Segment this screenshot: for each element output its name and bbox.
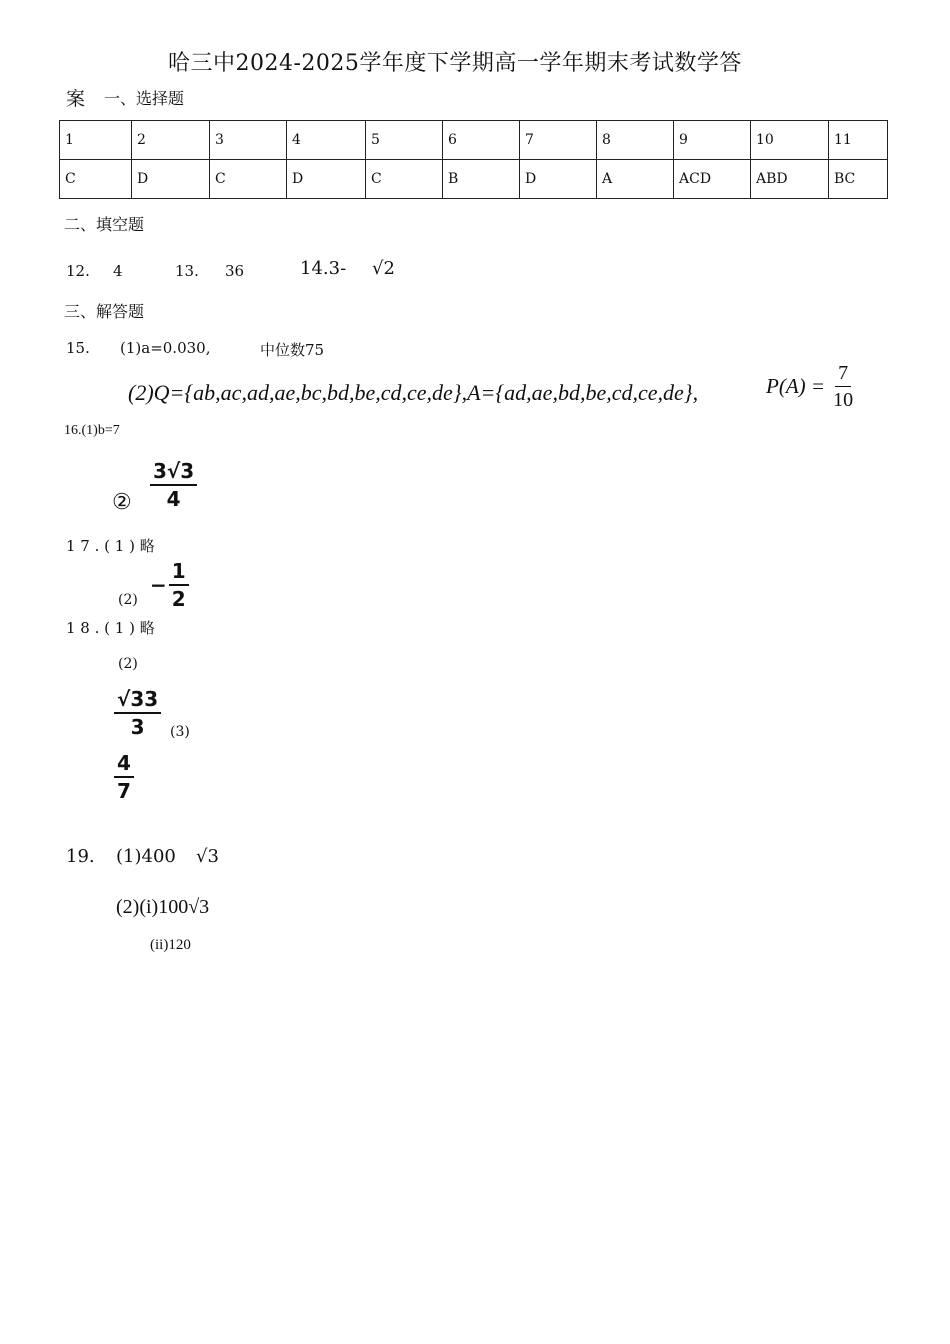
q13-number: 13. (175, 262, 199, 280)
q16-part2-fraction (150, 460, 197, 510)
probability-label: P(A) = (766, 374, 826, 398)
table-cell: B (443, 160, 520, 199)
q12-answer: 4 (113, 262, 123, 280)
q19-part2-ii: (ii)120 (150, 937, 191, 953)
table-cell: 10 (751, 121, 829, 160)
q18-part1: 1 8 . ( 1 ) 略 (66, 619, 155, 637)
section-solutions-heading: 三、解答题 (64, 302, 145, 321)
minus-sign: − (150, 573, 167, 597)
table-cell: 9 (674, 121, 751, 160)
q16-part2-label: ② (112, 490, 132, 515)
q18-part3-fraction (114, 752, 134, 802)
q12-number: 12. (66, 262, 90, 280)
multiple-choice-answer-table (59, 120, 888, 199)
table-header-row (60, 121, 888, 160)
fraction-denominator: 10 (833, 389, 854, 411)
table-cell: C (60, 160, 132, 199)
q19-part1-root: √3 (196, 846, 219, 867)
probability-fraction (833, 362, 853, 411)
q18-part2-fraction (114, 688, 161, 738)
table-cell: D (132, 160, 210, 199)
fraction-denominator: 7 (117, 779, 131, 803)
q14-root: √2 (372, 258, 395, 279)
fraction-numerator: √33 (114, 688, 161, 714)
q18-part3-label: (3) (170, 724, 190, 740)
q15-number: 15. (66, 339, 90, 357)
table-cell: C (366, 160, 443, 199)
table-cell: 11 (829, 121, 888, 160)
table-cell: ABD (751, 160, 829, 199)
q13-answer: 36 (225, 262, 245, 280)
q17-part2-label: (2) (118, 592, 138, 608)
fraction-numerator: 7 (835, 362, 851, 387)
page-title: 哈三中2024-2025学年度下学期高一学年期末考试数学答 (168, 51, 742, 76)
table-cell: A (597, 160, 674, 199)
page-title-continuation: 案 (66, 88, 86, 110)
q15-part1: (1)a=0.030, (120, 339, 211, 357)
table-cell: 4 (287, 121, 366, 160)
q17-part2-value (150, 560, 189, 610)
table-cell: D (520, 160, 597, 199)
table-cell: 1 (60, 121, 132, 160)
q18-part2-label: (2) (118, 656, 138, 672)
q15-probability (766, 362, 853, 411)
fraction-denominator: 2 (171, 587, 186, 611)
q14-answer: 14.3- (300, 258, 347, 279)
q19-part1: (1)400 (116, 846, 176, 867)
q15-median: 中位数75 (260, 341, 325, 359)
q16-part1: 16.(1)b=7 (64, 423, 120, 438)
table-cell: 6 (443, 121, 520, 160)
fraction-denominator: 4 (166, 487, 181, 511)
table-cell: 2 (132, 121, 210, 160)
table-cell: 8 (597, 121, 674, 160)
table-cell: 3 (210, 121, 287, 160)
table-cell: 7 (520, 121, 597, 160)
q15-part2-sets: (2)Q={ab,ac,ad,ae,bc,bd,be,cd,ce,de},A={ad,ae,bd,be,cd,ce,de}, (128, 380, 699, 405)
fraction-denominator: 3 (130, 715, 145, 739)
q17-part1: 1 7 . ( 1 ) 略 (66, 537, 155, 555)
table-cell: ACD (674, 160, 751, 199)
fraction-numerator: 3√3 (150, 460, 197, 486)
q19-number: 19. (66, 846, 95, 867)
table-answer-row (60, 160, 888, 199)
table-cell: BC (829, 160, 888, 199)
table-cell: C (210, 160, 287, 199)
fraction-numerator: 4 (114, 752, 134, 778)
section-multiple-choice-heading: 一、选择题 (104, 89, 185, 108)
table-cell: 5 (366, 121, 443, 160)
q19-part2-i: (2)(i)100√3 (116, 896, 210, 918)
table-cell: D (287, 160, 366, 199)
fraction-numerator: 1 (169, 560, 189, 586)
section-fill-in-heading: 二、填空题 (64, 215, 145, 234)
